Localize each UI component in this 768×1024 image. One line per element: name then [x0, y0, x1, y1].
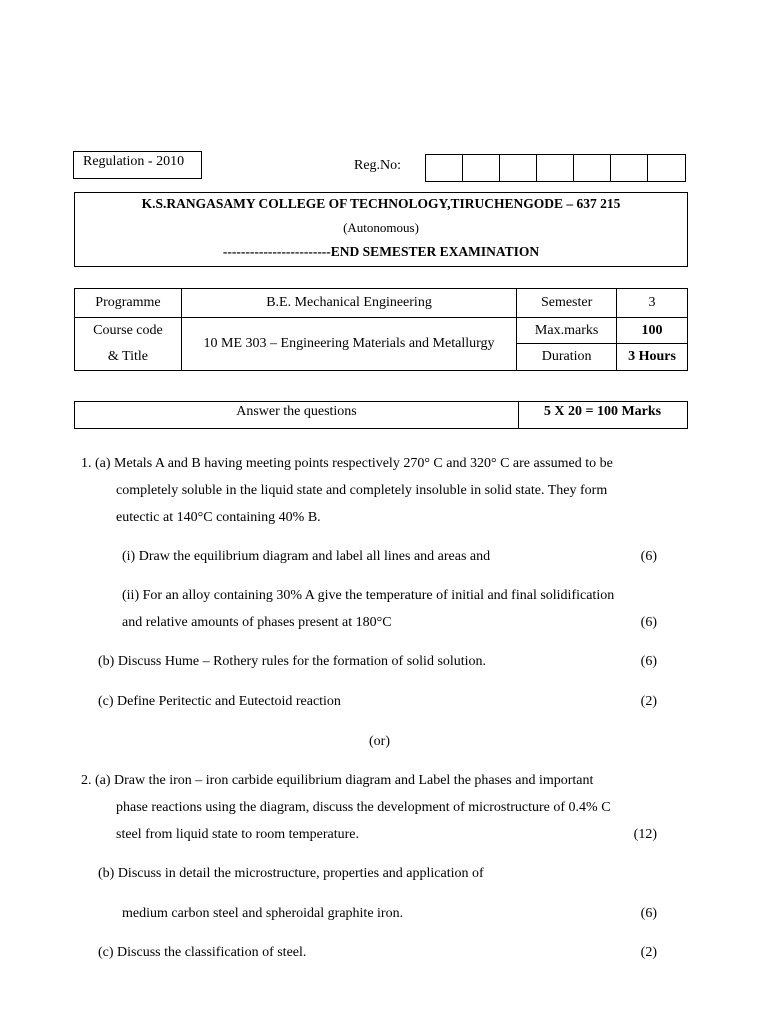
q2-b-marks: (6) — [640, 906, 657, 921]
q1-ii-line2: and relative amounts of phases present at 180°C — [122, 615, 392, 630]
q2-c-text: (c) Discuss the classification of steel. — [98, 945, 307, 960]
reg-no-cell — [537, 155, 574, 181]
q2-a-line3: steel from liquid state to room temperature. — [116, 827, 359, 842]
reg-no-cell — [648, 155, 685, 181]
q1-a-line3: eutectic at 140°C containing 40% B. — [116, 510, 321, 525]
duration-label: Duration — [517, 344, 617, 371]
q2-a-line1: 2. (a) Draw the iron – iron carbide equilibrium diagram and Label the phases and important — [81, 773, 594, 788]
q2-b-line2: medium carbon steel and spheroidal graphite iron. — [122, 906, 404, 921]
exam-header — [74, 192, 688, 267]
q2-c-marks: (2) — [640, 945, 657, 960]
instructions-text: Answer the questions — [75, 402, 519, 428]
q1-i-text: (i) Draw the equilibrium diagram and label all lines and areas and — [122, 549, 491, 564]
semester-value: 3 — [617, 289, 688, 318]
q1-a-line2: completely soluble in the liquid state and completely insoluble in solid state. They form — [116, 483, 608, 498]
course-value: 10 ME 303 – Engineering Materials and Metallurgy — [181, 318, 516, 371]
q1-ii-line1: (ii) For an alloy containing 30% A give the temperature of initial and final solidification — [122, 588, 615, 603]
reg-no-cell — [463, 155, 500, 181]
regulation-box — [73, 151, 202, 179]
q1-b-text: (b) Discuss Hume – Rothery rules for the formation of solid solution. — [98, 654, 487, 669]
reg-no-cell — [574, 155, 611, 181]
exam-title: ------------------------END SEMESTER EXAMINATION — [222, 244, 540, 259]
course-label — [75, 318, 182, 371]
course-label-line2: & Title — [107, 349, 148, 364]
reg-no-cell — [500, 155, 537, 181]
reg-no-cell — [611, 155, 648, 181]
q1-i-marks: (6) — [640, 549, 657, 564]
maxmarks-label: Max.marks — [517, 318, 617, 344]
course-label-line1: Course code — [93, 323, 163, 338]
reg-no-cell — [426, 155, 463, 181]
instructions-marks: 5 X 20 = 100 Marks — [543, 404, 662, 419]
q2-b-line1: (b) Discuss in detail the microstructure, properties and application of — [98, 866, 484, 881]
q1-a-line1: 1. (a) Metals A and B having meeting points respectively 270° C and 320° C are assumed to be — [81, 456, 613, 471]
programme-label: Programme — [75, 289, 182, 318]
q1-ii-marks: (6) — [640, 615, 657, 630]
college-name: K.S.RANGASAMY COLLEGE OF TECHNOLOGY,TIRUCHENGODE – 637 215 — [141, 196, 621, 211]
maxmarks-value: 100 — [617, 318, 688, 344]
duration-value: 3 Hours — [617, 344, 688, 371]
instructions-box — [74, 401, 688, 429]
semester-label: Semester — [517, 289, 617, 318]
q2-a-line2: phase reactions using the diagram, discuss the development of microstructure of 0.4% C — [116, 800, 611, 815]
reg-no-label: Reg.No: — [354, 158, 402, 173]
programme-value: B.E. Mechanical Engineering — [181, 289, 516, 318]
reg-no-boxes — [425, 154, 686, 182]
q1-c-text: (c) Define Peritectic and Eutectoid reaction — [98, 694, 341, 709]
q1-c-marks: (2) — [640, 694, 657, 709]
q2-a-marks: (12) — [633, 827, 657, 842]
course-info-table — [74, 288, 688, 371]
q1-b-marks: (6) — [640, 654, 657, 669]
or-divider: (or) — [369, 734, 390, 749]
regulation-text: Regulation - 2010 — [83, 154, 185, 169]
college-status: (Autonomous) — [343, 220, 419, 235]
